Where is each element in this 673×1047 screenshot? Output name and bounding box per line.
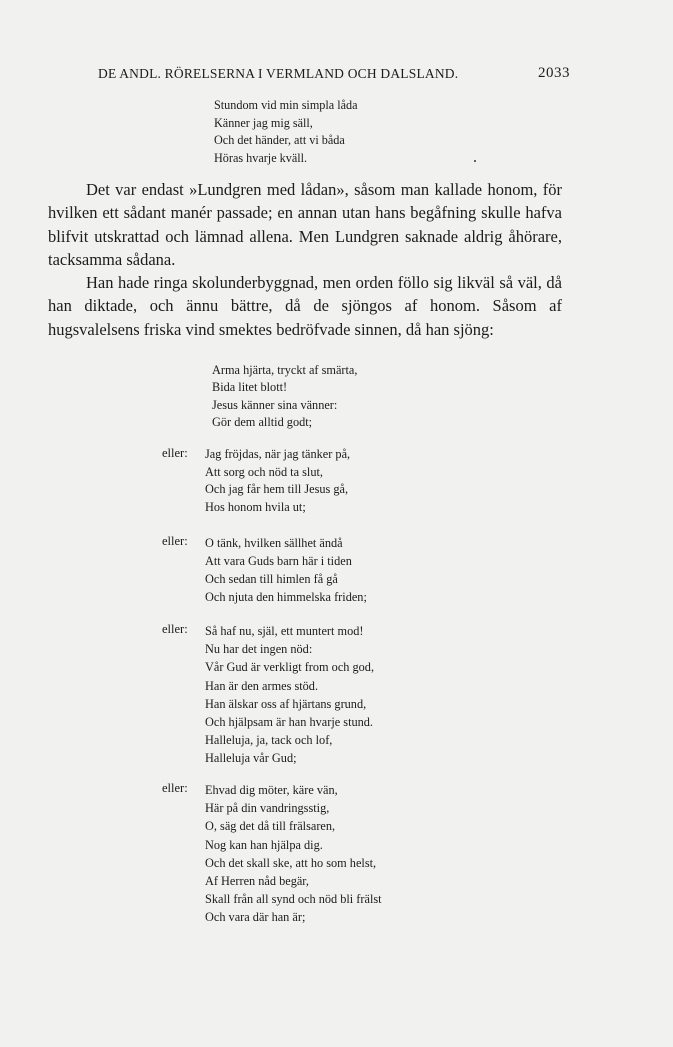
verse-line: Och njuta den himmelska friden; [205, 590, 367, 604]
page-number: 2033 [538, 65, 570, 81]
verse-line: Skall från all synd och nöd bli frälst [205, 892, 382, 907]
verse-line: Här på din vandringsstig, [205, 801, 330, 816]
verse-line: Nu har det ingen nöd: [205, 642, 313, 657]
eller-label: eller: [162, 534, 188, 548]
verse-line: Och jag får hem till Jesus gå, [205, 482, 349, 497]
verse-line: Han är den armes stöd. [205, 678, 319, 693]
verse-line: Nog kan han hjälpa dig. [205, 837, 323, 852]
verse-1 [212, 362, 357, 432]
verse-line: Så haf nu, själ, ett muntert mod! [205, 624, 364, 638]
verse-line: Bida litet blott! [212, 380, 288, 395]
running-header [98, 66, 570, 86]
verse-line: Halleluja, ja, tack och lof, [205, 733, 333, 748]
verse-5 [205, 781, 382, 927]
verse-line: Att sorg och nöd ta slut, [205, 464, 323, 479]
verse-line: Jesus känner sina vänner: [212, 397, 338, 412]
eller-label: eller: [162, 781, 188, 795]
print-speck [474, 160, 476, 162]
verse-line: Och sedan till himlen få gå [205, 572, 338, 586]
verse-line: Och det skall ske, att ho som helst, [205, 855, 377, 870]
verse-line: Att vara Guds barn här i tiden [205, 554, 352, 568]
verse-line: Arma hjärta, tryckt af smärta, [212, 363, 358, 377]
running-title: DE ANDL. RÖRELSERNA I VERMLAND OCH DALSLAND. [98, 66, 459, 81]
verse-intro [214, 97, 358, 167]
verse-line: Jag fröjdas, när jag tänker på, [205, 447, 351, 461]
verse-line: Stundom vid min simpla låda [214, 98, 358, 112]
verse-line: O, säg det då till frälsaren, [205, 819, 336, 834]
verse-line: Och vara där han är; [205, 910, 306, 925]
verse-4 [205, 622, 374, 768]
verse-line: Och hjälpsam är han hvarje stund. [205, 715, 374, 730]
prose-block [48, 178, 562, 341]
verse-line: Han älskar oss af hjärtans grund, [205, 696, 367, 711]
verse-line: Vår Gud är verkligt from och god, [205, 660, 375, 675]
verse-line: Ehvad dig möter, käre vän, [205, 783, 338, 797]
verse-line: Känner jag mig säll, [214, 115, 313, 130]
eller-label: eller: [162, 622, 188, 636]
verse-2 [205, 446, 350, 516]
verse-line: Gör dem alltid godt; [212, 415, 313, 430]
verse-line: Halleluja vår Gud; [205, 751, 297, 766]
paragraph: Det var endast »Lundgren med lådan», såsom man kallade honom, för hvilken ett sådant manér passade; en annan utan hans begåfning skulle hafva blifvit utskrattad och lämnad allena. Men Lundgren saknade aldrig åhörare, tacksamma sådana. [48, 180, 562, 269]
eller-label: eller: [162, 446, 188, 460]
verse-line: O tänk, hvilken sällhet ändå [205, 536, 343, 550]
verse-line: Af Herren nåd begär, [205, 874, 309, 889]
paragraph: Han hade ringa skolunderbyggnad, men orden föllo sig likväl så väl, då han diktade, och ännu bättre, då de sjöngos af honom. Såsom af hugsvalelsens friska vind smektes bedröfvade sinnen, då han sjöng: [48, 273, 562, 339]
verse-3 [205, 534, 367, 606]
verse-line: Höras hvarje kväll. [214, 150, 308, 165]
verse-line: Och det händer, att vi båda [214, 133, 345, 147]
verse-line: Hos honom hvila ut; [205, 499, 306, 514]
